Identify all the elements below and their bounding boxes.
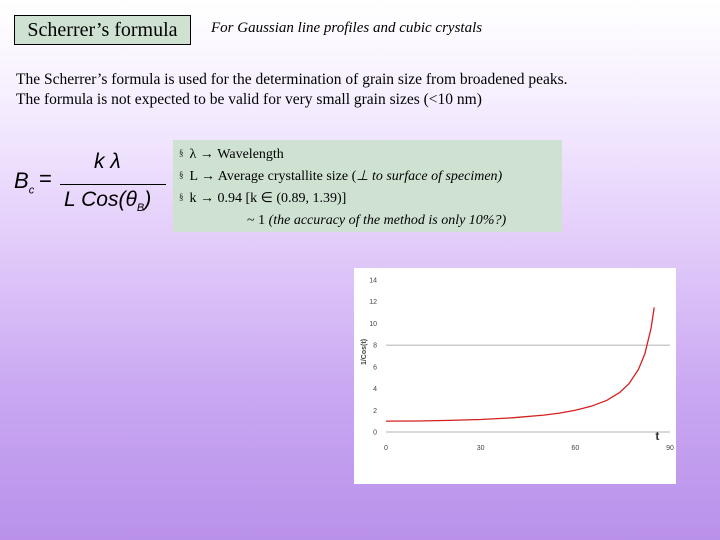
- y-tick-label: 8: [373, 342, 377, 350]
- y-tick-label: 12: [369, 299, 377, 307]
- formula-equals: =: [39, 166, 52, 191]
- definition-shape-factor: [179, 188, 556, 210]
- formula-lhs: [14, 168, 34, 196]
- definitions-box: [173, 140, 562, 232]
- definition-crystallite-size-note: ⊥ to surface of specimen): [356, 169, 503, 184]
- formula-denominator: [64, 188, 151, 214]
- bullet-icon: §: [179, 170, 184, 180]
- title-box: [14, 15, 191, 45]
- secant-chart: [354, 268, 676, 484]
- intro-line-1: The Scherrer’s formula is used for the determination of grain size from broadened peaks.: [16, 71, 568, 88]
- formula-lhs-subscript: c: [28, 184, 35, 197]
- scherrer-formula: [14, 150, 164, 216]
- definition-crystallite-size-text: L → Average crystallite size (: [189, 169, 357, 184]
- y-tick-label: 10: [369, 320, 377, 328]
- formula-denominator-subscript: B: [136, 202, 145, 215]
- x-tick-label: 90: [666, 445, 674, 452]
- intro-line-2: The formula is not expected to be valid for very small grain sizes (<10 nm): [16, 91, 482, 108]
- formula-denominator-close: ): [144, 188, 152, 211]
- definition-shape-factor-note: (the accuracy of the method is only 10%?): [268, 213, 507, 228]
- formula-fraction-bar: [60, 184, 166, 185]
- y-tick-label: 4: [373, 386, 377, 394]
- bullet-icon: §: [179, 192, 184, 202]
- y-axis-label: 1/Cos(t): [361, 338, 368, 366]
- y-tick-label: 14: [369, 277, 377, 285]
- definition-crystallite-size: [179, 166, 556, 188]
- formula-denominator-main: L Cos(θ: [64, 188, 137, 211]
- slide-title: Scherrer’s formula: [27, 19, 178, 41]
- chart-canvas: [354, 268, 676, 484]
- x-tick-label: 60: [571, 445, 580, 452]
- definition-shape-factor-approx: ~ 1: [247, 213, 269, 228]
- intro-paragraph: [16, 70, 706, 110]
- x-tick-label: 30: [476, 445, 485, 452]
- y-tick-label: 0: [373, 429, 377, 437]
- definition-shape-factor-continued: [179, 210, 556, 232]
- x-axis-label: t: [655, 429, 660, 443]
- x-tick-label: 0: [384, 445, 388, 452]
- y-tick-label: 6: [373, 364, 377, 372]
- bullet-icon: §: [179, 148, 184, 158]
- formula-lhs-symbol: B: [14, 168, 29, 193]
- definition-wavelength: [179, 144, 556, 166]
- series-line-0: [386, 307, 654, 421]
- definition-shape-factor-text: k → 0.94 [k ∈ (0.89, 1.39)]: [189, 191, 347, 206]
- slide-subtitle: For Gaussian line profiles and cubic crystals: [211, 20, 483, 36]
- definition-wavelength-text: λ → Wavelength: [189, 147, 284, 162]
- formula-numerator: k λ: [94, 150, 121, 173]
- y-tick-label: 2: [373, 407, 377, 415]
